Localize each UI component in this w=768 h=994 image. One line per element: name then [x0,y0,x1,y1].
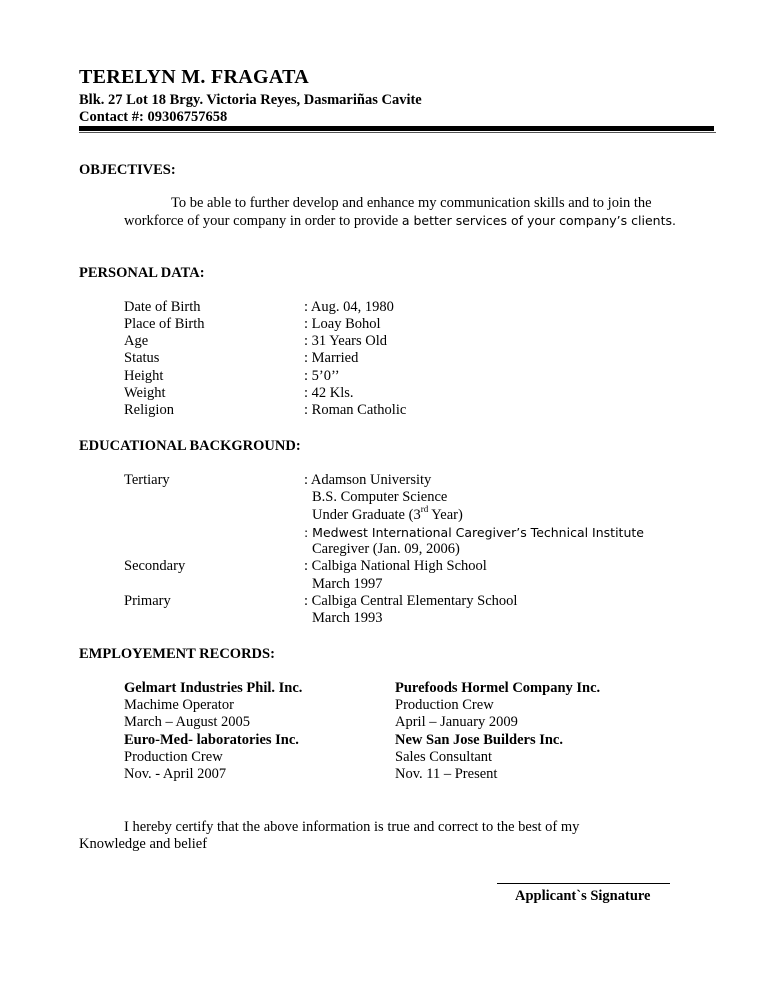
employer-period: March – August 2005 [124,714,251,730]
tertiary-school: : Adamson University [304,472,432,488]
tertiary-label: Tertiary [124,472,170,488]
employer-period: April – January 2009 [395,714,518,730]
dob-value: : Aug. 04, 1980 [304,299,394,315]
status-value: : Married [304,350,359,366]
religion-value: : Roman Catholic [304,402,407,418]
tertiary-course: B.S. Computer Science [312,489,448,505]
height-label: Height [124,368,164,384]
primary-label: Primary [124,593,171,609]
secondary-label: Secondary [124,558,186,574]
tertiary-status-post: Year) [428,507,463,523]
primary-school: : Calbiga Central Elementary School [304,593,518,609]
pob-label: Place of Birth [124,316,205,332]
signature-label: Applicant`s Signature [515,888,651,904]
primary-date: March 1993 [312,610,383,626]
certification-line-1: I hereby certify that the above information is true and correct to the best of my [124,819,580,835]
tertiary-school-2: : Medwest International Caregiver’s Technical Institute [304,525,644,540]
employer-period: Nov. - April 2007 [124,766,227,782]
employer-company: Gelmart Industries Phil. Inc. [124,680,303,696]
certification-line-2: Knowledge and belief [79,836,208,852]
tertiary-status-pre: Under Graduate (3 [312,507,421,523]
weight-label: Weight [124,385,166,401]
employer-position: Production Crew [124,749,223,765]
pob-value: : Loay Bohol [304,316,381,332]
education-heading: EDUCATIONAL BACKGROUND: [79,438,301,454]
employer-company: New San Jose Builders Inc. [395,732,563,748]
header-rule [79,126,714,131]
weight-value: : 42 Kls. [304,385,354,401]
secondary-school: : Calbiga National High School [304,558,487,574]
age-value: : 31 Years Old [304,333,387,349]
employer-position: Machime Operator [124,697,234,713]
employer-company: Euro-Med- laboratories Inc. [124,732,299,748]
employer-company: Purefoods Hormel Company Inc. [395,680,601,696]
employer-position: Production Crew [395,697,494,713]
age-label: Age [124,333,149,349]
objectives-line-2 [124,212,676,230]
objectives-line-2b: a better services of your company’s clients. [401,213,676,228]
secondary-date: March 1997 [312,576,383,592]
tertiary-course-2: Caregiver (Jan. 09, 2006) [312,541,460,557]
employer-position: Sales Consultant [395,749,493,765]
employment-heading: EMPLOYEMENT RECORDS: [79,646,275,662]
status-label: Status [124,350,160,366]
religion-label: Religion [124,402,174,418]
objectives-heading: OBJECTIVES: [79,162,176,178]
personal-data-heading: PERSONAL DATA: [79,265,205,281]
objectives-line-1: To be able to further develop and enhance my communication skills and to join the [171,195,652,211]
tertiary-status [312,504,463,524]
tertiary-status-sup: rd [420,504,429,515]
employer-period: Nov. 11 – Present [395,766,498,782]
address: Blk. 27 Lot 18 Brgy. Victoria Reyes, Dasmariñas Cavite [79,92,422,108]
objectives-line-2a: workforce of your company in order to provide [124,213,402,229]
applicant-name: TERELYN M. FRAGATA [79,66,310,88]
dob-label: Date of Birth [124,299,201,315]
contact-number: Contact #: 09306757658 [79,109,228,125]
signature-line [497,883,670,884]
header-rule-shadow [79,132,716,133]
height-value: : 5’0’’ [304,368,340,384]
